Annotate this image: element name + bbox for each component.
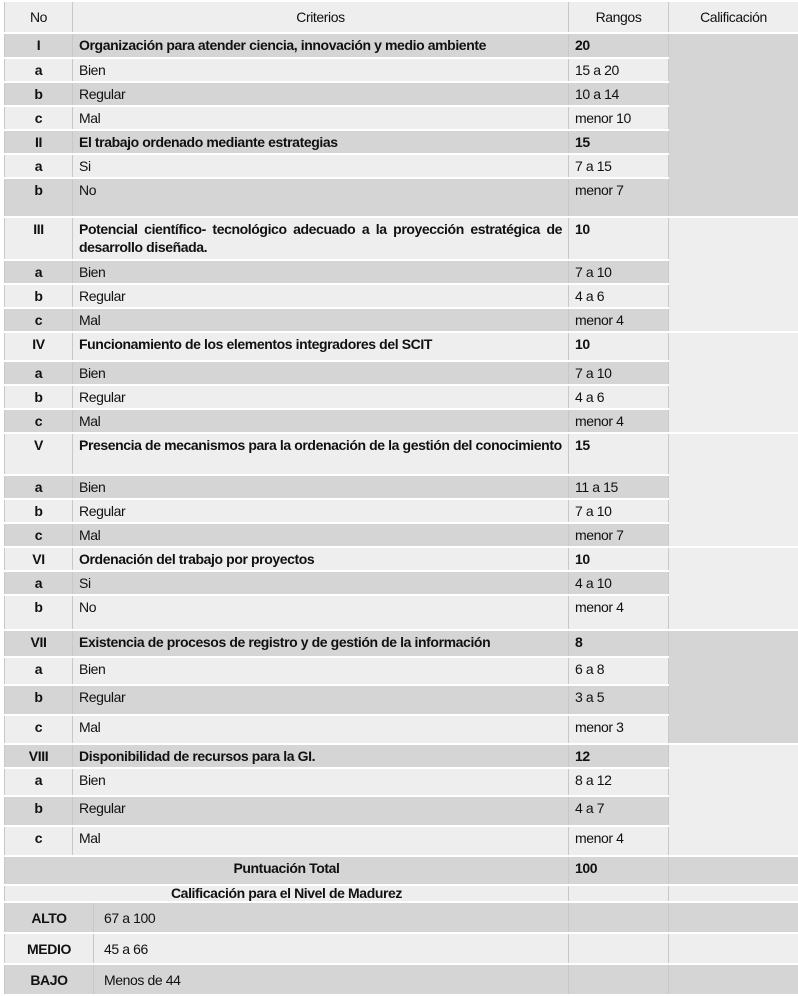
total-calificacion-cell xyxy=(669,856,798,885)
item-label: Mal xyxy=(73,409,569,433)
item-key: c xyxy=(5,106,73,130)
section-number: VII xyxy=(5,630,73,657)
item-range: 6 a 8 xyxy=(569,657,669,685)
item-range: 4 a 6 xyxy=(569,284,669,308)
item-label: Mal xyxy=(73,523,569,547)
item-key: c xyxy=(5,308,73,332)
section-points: 12 xyxy=(569,744,669,768)
item-key: b xyxy=(5,685,73,715)
maturity-level-cell xyxy=(5,902,569,933)
section-title: Disponibilidad de recursos para la GI. xyxy=(73,744,569,768)
total-row xyxy=(5,856,798,885)
item-key: b xyxy=(5,385,73,409)
section-number: I xyxy=(5,33,73,58)
item-label: Regular xyxy=(73,385,569,409)
section-points: 15 xyxy=(569,130,669,154)
item-key: a xyxy=(5,657,73,685)
item-key: b xyxy=(5,499,73,523)
empty-cell xyxy=(669,902,798,933)
calificacion-cell xyxy=(669,33,798,217)
item-range: menor 7 xyxy=(569,178,669,217)
item-range: 7 a 15 xyxy=(569,154,669,178)
item-key: a xyxy=(5,361,73,385)
section-number: II xyxy=(5,130,73,154)
item-label: Bien xyxy=(73,58,569,82)
section-points: 20 xyxy=(569,33,669,58)
section-row xyxy=(5,332,798,361)
maturity-range: 45 a 66 xyxy=(94,940,148,958)
item-range: 7 a 10 xyxy=(569,499,669,523)
calificacion-cell xyxy=(669,433,798,547)
item-range: menor 4 xyxy=(569,409,669,433)
maturity-level-row xyxy=(5,933,798,964)
section-number: IV xyxy=(5,332,73,361)
empty-cell xyxy=(669,885,798,902)
calificacion-cell xyxy=(669,217,798,332)
maturity-level-row xyxy=(5,964,798,995)
section-title: Funcionamiento de los elementos integradores del SCIT xyxy=(73,332,569,361)
item-label: No xyxy=(73,178,569,217)
item-label: Bien xyxy=(73,475,569,499)
calificacion-cell xyxy=(669,744,798,856)
item-label: Mal xyxy=(73,826,569,856)
section-title: Organización para atender ciencia, innovación y medio ambiente xyxy=(73,33,569,58)
section-number: V xyxy=(5,433,73,475)
item-range: menor 4 xyxy=(569,826,669,856)
item-label: Regular xyxy=(73,796,569,826)
item-range: 11 a 15 xyxy=(569,475,669,499)
item-range: 7 a 10 xyxy=(569,260,669,284)
item-label: Mal xyxy=(73,715,569,744)
item-key: a xyxy=(5,58,73,82)
section-title: El trabajo ordenado mediante estrategias xyxy=(73,130,569,154)
item-label: Regular xyxy=(73,499,569,523)
section-row xyxy=(5,217,798,260)
empty-cell xyxy=(569,933,669,964)
section-row xyxy=(5,630,798,657)
item-label: Mal xyxy=(73,106,569,130)
item-key: a xyxy=(5,571,73,595)
item-label: Regular xyxy=(73,685,569,715)
item-label: Mal xyxy=(73,308,569,332)
item-range: menor 3 xyxy=(569,715,669,744)
section-title: Existencia de procesos de registro y de gestión de la información xyxy=(73,630,569,657)
maturity-range: Menos de 44 xyxy=(94,971,181,989)
maturity-level-cell xyxy=(5,933,569,964)
item-label: Si xyxy=(73,571,569,595)
item-range: 4 a 7 xyxy=(569,796,669,826)
calificacion-cell xyxy=(669,547,798,630)
item-range: 7 a 10 xyxy=(569,361,669,385)
header-rangos: Rangos xyxy=(569,1,669,33)
item-label: Regular xyxy=(73,82,569,106)
section-title: Potencial científico- tecnológico adecuado a la proyección estratégica de desarrollo diseñada. xyxy=(73,217,569,260)
item-key: b xyxy=(5,796,73,826)
item-key: a xyxy=(5,768,73,796)
empty-cell xyxy=(669,964,798,995)
item-range: 15 a 20 xyxy=(569,58,669,82)
header-no: No xyxy=(5,1,73,33)
header-calificacion: Calificación xyxy=(669,1,798,33)
calificacion-cell xyxy=(669,332,798,433)
section-number: VI xyxy=(5,547,73,571)
item-key: a xyxy=(5,154,73,178)
item-range: 10 a 14 xyxy=(569,82,669,106)
item-range: menor 4 xyxy=(569,595,669,630)
item-key: b xyxy=(5,178,73,217)
maturity-level-cell xyxy=(5,964,569,995)
section-number: III xyxy=(5,217,73,260)
section-points: 8 xyxy=(569,630,669,657)
item-range: 4 a 10 xyxy=(569,571,669,595)
section-points: 10 xyxy=(569,332,669,361)
maturity-level: ALTO xyxy=(5,903,94,932)
section-points: 10 xyxy=(569,547,669,571)
section-row xyxy=(5,744,798,768)
item-key: c xyxy=(5,409,73,433)
empty-cell xyxy=(569,885,669,902)
item-label: Bien xyxy=(73,361,569,385)
item-key: c xyxy=(5,715,73,744)
item-label: Bien xyxy=(73,768,569,796)
empty-cell xyxy=(569,964,669,995)
item-label: Bien xyxy=(73,657,569,685)
item-key: a xyxy=(5,260,73,284)
section-row xyxy=(5,433,798,475)
maturity-range: 67 a 100 xyxy=(94,909,155,927)
maturity-title-row xyxy=(5,885,798,902)
total-label: Puntuación Total xyxy=(5,856,569,885)
evaluation-table xyxy=(4,0,798,996)
header-criterios: Criterios xyxy=(73,1,569,33)
empty-cell xyxy=(669,933,798,964)
maturity-level: MEDIO xyxy=(5,934,94,963)
item-key: a xyxy=(5,475,73,499)
maturity-level: BAJO xyxy=(5,965,94,994)
section-title: Ordenación del trabajo por proyectos xyxy=(73,547,569,571)
maturity-title: Calificación para el Nivel de Madurez xyxy=(5,885,569,902)
item-range: menor 10 xyxy=(569,106,669,130)
section-row xyxy=(5,547,798,571)
item-key: b xyxy=(5,82,73,106)
item-range: 3 a 5 xyxy=(569,685,669,715)
calificacion-cell xyxy=(669,630,798,744)
item-key: c xyxy=(5,826,73,856)
maturity-level-row xyxy=(5,902,798,933)
empty-cell xyxy=(569,902,669,933)
item-label: Bien xyxy=(73,260,569,284)
item-range: menor 7 xyxy=(569,523,669,547)
total-value: 100 xyxy=(569,856,669,885)
section-row xyxy=(5,33,798,58)
item-key: b xyxy=(5,595,73,630)
item-range: menor 4 xyxy=(569,308,669,332)
item-key: b xyxy=(5,284,73,308)
item-range: 4 a 6 xyxy=(569,385,669,409)
item-key: c xyxy=(5,523,73,547)
section-points: 10 xyxy=(569,217,669,260)
section-number: VIII xyxy=(5,744,73,768)
section-title: Presencia de mecanismos para la ordenación de la gestión del conocimiento xyxy=(73,433,569,475)
item-label: Regular xyxy=(73,284,569,308)
item-label: Si xyxy=(73,154,569,178)
header-row xyxy=(5,1,798,33)
section-points: 15 xyxy=(569,433,669,475)
item-label: No xyxy=(73,595,569,630)
item-range: 8 a 12 xyxy=(569,768,669,796)
